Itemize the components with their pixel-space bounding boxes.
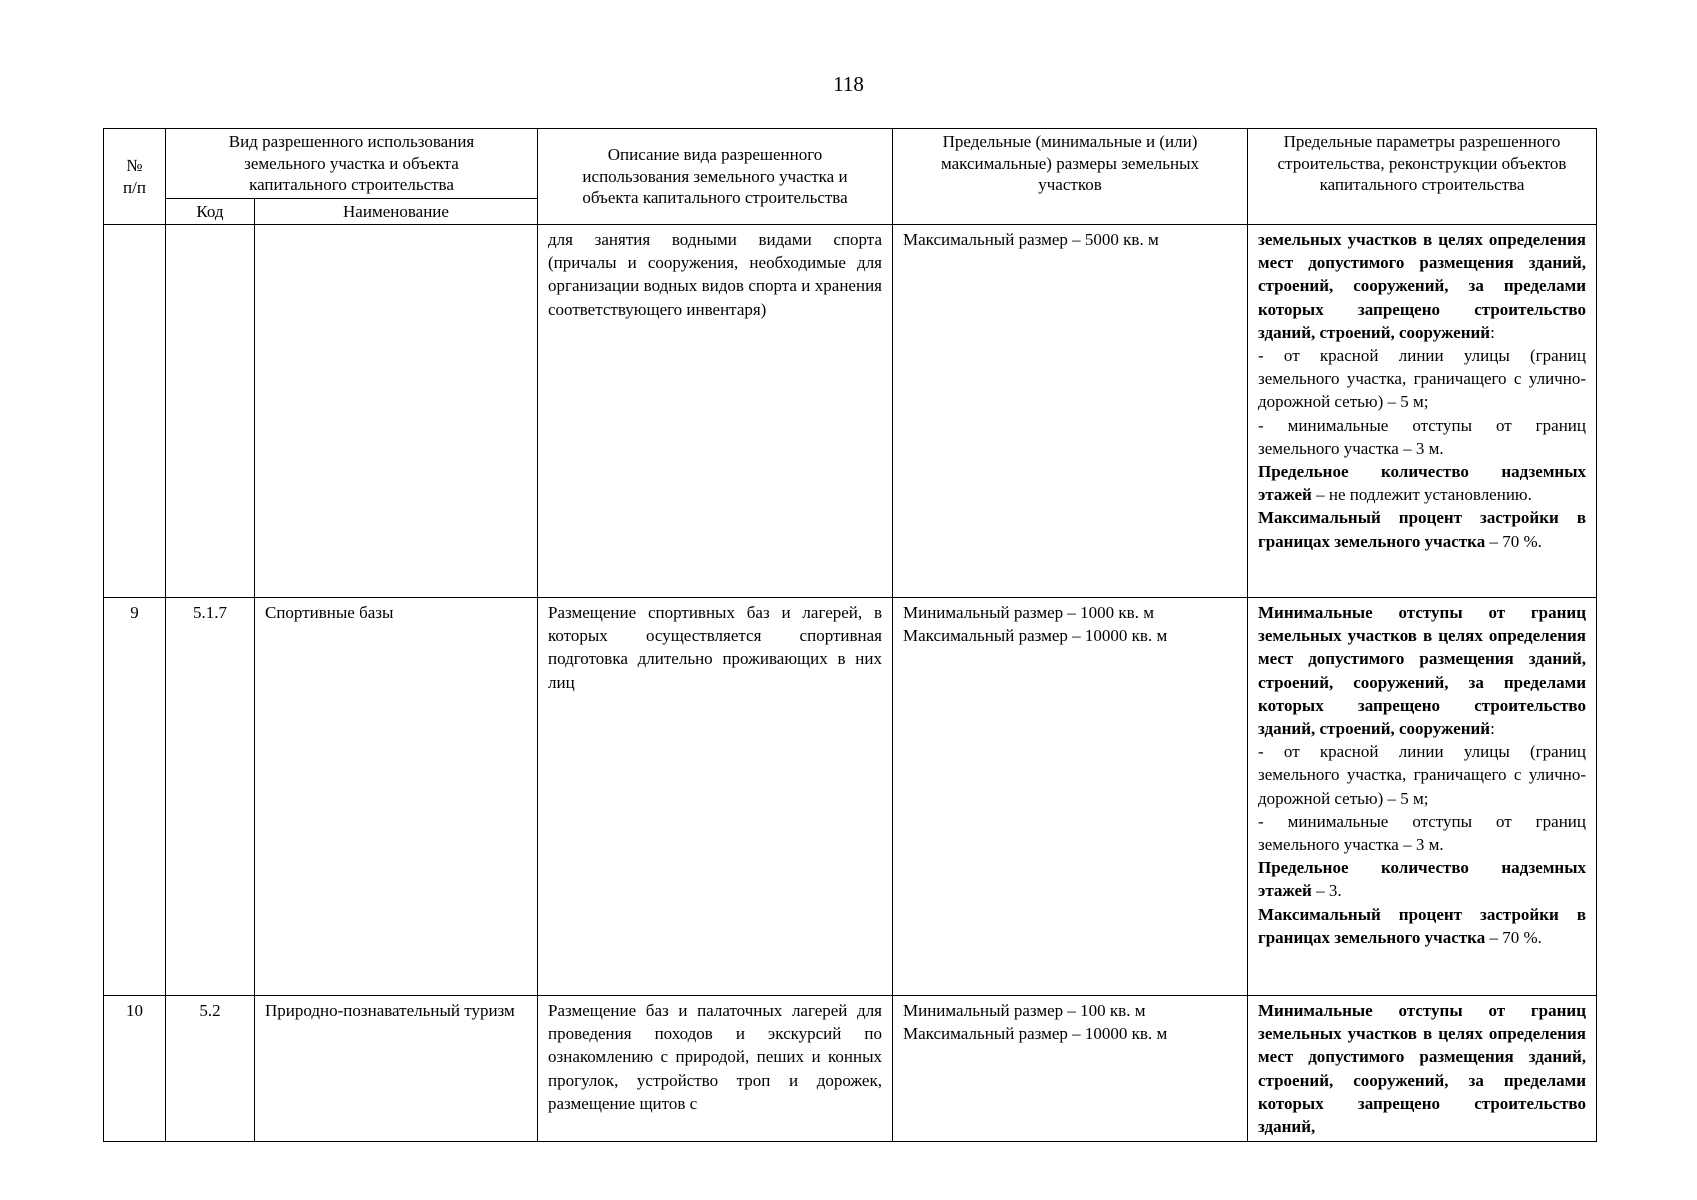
header-num: № п/п (104, 129, 166, 225)
setback-min: - минимальные отступы от границ земельного участка – 3 м. (1258, 415, 1586, 458)
size-min: Максимальный размер – 5000 кв. м (903, 230, 1159, 249)
setback-title: земельных участков в целях определения мест допустимого размещения зданий, строений, сооружений, за пределами которых запрещено строительство зданий, строений, сооружений (1258, 230, 1586, 342)
table-row (104, 598, 1597, 996)
setback-title: Минимальные отступы от границ земельных участков в целях определения мест допустимого размещения зданий, строений, сооружений, за пределами которых запрещено строительство зданий, (1258, 1001, 1586, 1137)
table-row (104, 225, 1597, 598)
row-num (104, 225, 166, 598)
floors-title: Предельное количество надземных этажей (1258, 462, 1586, 505)
size-max: Максимальный размер – 10000 кв. м (903, 626, 1168, 646)
header-vid-group: Вид разрешенного использования земельного участка и объекта капитального строительства (166, 129, 538, 199)
row-name (255, 225, 538, 598)
floors-title: Предельное количество надземных этажей (1258, 858, 1586, 901)
header-sizes: Предельные (минимальные и (или) максимальные) размеры земельных участков (893, 129, 1248, 225)
row-sizes (893, 225, 1248, 598)
row-code (166, 225, 255, 598)
header-description: Описание вида разрешенного использования земельного участка и объекта капитального строительства (538, 129, 893, 225)
row-code: 5.2 (166, 996, 255, 1142)
row-description: Размещение баз и палаточных лагерей для проведения походов и экскурсий по ознакомлению с природой, пеших и конных прогулок, устройство троп и дорожек, размещение щитов с (538, 996, 893, 1142)
size-min: Минимальный размер – 100 кв. м (903, 1001, 1146, 1020)
coverage-value: – 70 %. (1485, 927, 1542, 947)
row-name: Природно-познавательный туризм (255, 996, 538, 1142)
row-params (1248, 996, 1597, 1142)
row-sizes (893, 598, 1248, 996)
row-num: 10 (104, 996, 166, 1142)
row-params: земельных участков в целях определения мест допустимого размещения зданий, строений, сооружений, за пределами которых запрещено строительство зданий, строений, сооружений: - от красной линии улицы (границ земельного участка, граничащего с улично-дорожной сетью) – 5 м; - минимальные отступы от границ земельного участка – 3 м. Предельное количество надземных этажей – не подлежит установлению. Максимальный процент застройки в границах земельного участка – 70 %. (1248, 225, 1597, 598)
header-name: Наименование (255, 198, 538, 225)
row-description: для занятия водными видами спорта (причалы и сооружения, необходимые для организации водных видов спорта и хранения соответствующего инвентаря) (538, 225, 893, 598)
row-params: Минимальные отступы от границ земельных участков в целях определения мест допустимого размещения зданий, строений, сооружений, за пределами которых запрещено строительство зданий, строений, сооружений: - от красной линии улицы (границ земельного участка, граничащего с улично-дорожной сетью) – 5 м; - минимальные отступы от границ земельного участка – 3 м. Предельное количество надземных этажей – 3. Максимальный процент застройки в границах земельного участка – 70 %. (1248, 598, 1597, 996)
header-params: Предельные параметры разрешенного строительства, реконструкции объектов капитального строительства (1248, 129, 1597, 225)
land-use-table (103, 128, 1597, 1142)
setback-red-line: - от красной линии улицы (границ земельного участка, граничащего с улично-дорожной сетью) – 5 м; (1258, 346, 1586, 412)
setback-red-line: - от красной линии улицы (границ земельного участка, граничащего с улично-дорожной сетью) – 5 м; (1258, 742, 1586, 808)
coverage-value: – 70 %. (1485, 531, 1542, 551)
floors-value: – не подлежит установлению. (1311, 485, 1532, 505)
size-max: Максимальный размер – 10000 кв. м (903, 1024, 1168, 1044)
row-num: 9 (104, 598, 166, 996)
row-code: 5.1.7 (166, 598, 255, 996)
table-row (104, 996, 1597, 1142)
coverage-title: Максимальный процент застройки в границах земельного участка (1258, 904, 1586, 947)
header-code: Код (166, 198, 255, 225)
size-min: Минимальный размер – 1000 кв. м (903, 603, 1154, 622)
setback-title: Минимальные отступы от границ земельных участков в целях определения мест допустимого размещения зданий, строений, сооружений, за пределами которых запрещено строительство зданий, строений, сооружений (1258, 603, 1586, 739)
floors-value: – 3. (1311, 881, 1342, 901)
row-name: Спортивные базы (255, 598, 538, 996)
row-description: Размещение спортивных баз и лагерей, в которых осуществляется спортивная подготовка длительно проживающих в них лиц (538, 598, 893, 996)
row-sizes (893, 996, 1248, 1142)
page-number: 118 (833, 72, 864, 96)
coverage-title: Максимальный процент застройки в границах земельного участка (1258, 508, 1586, 551)
setback-min: - минимальные отступы от границ земельного участка – 3 м. (1258, 811, 1586, 855)
